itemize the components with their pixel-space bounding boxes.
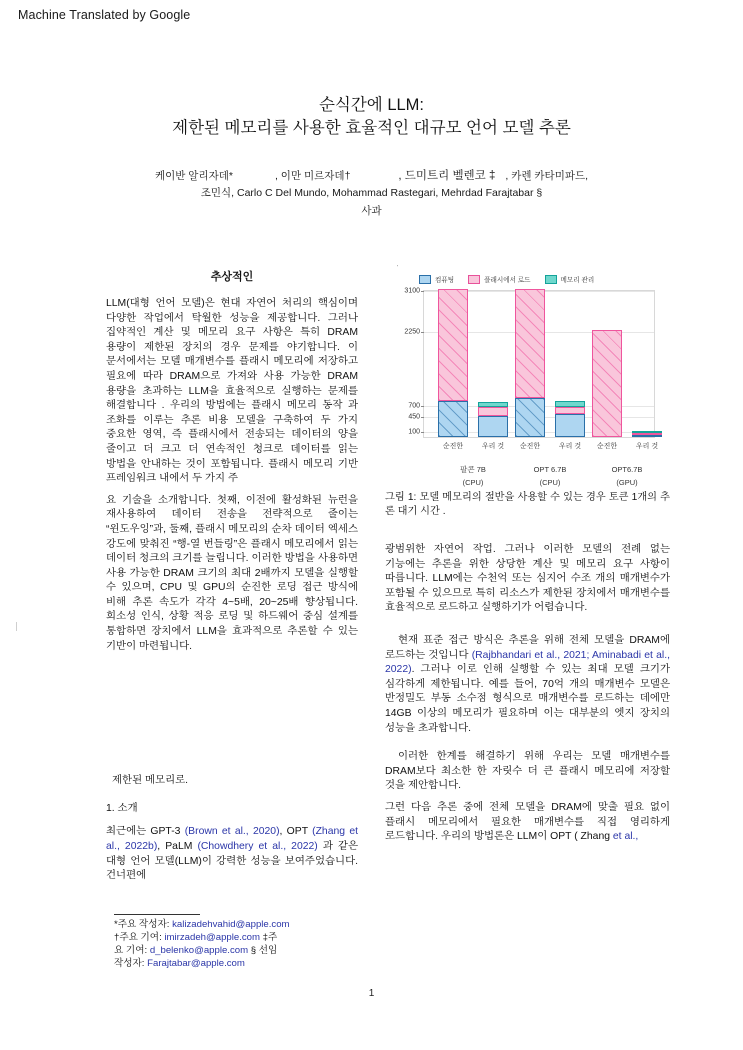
ytick-label-2250: 2250 xyxy=(404,328,420,336)
group-label-line-2: (CPU) xyxy=(539,478,561,487)
footnote-text xyxy=(114,918,358,970)
ytick-label-450: 450 xyxy=(408,413,420,421)
xtick-label-1: 우리 것 xyxy=(481,443,505,450)
legend-item-compute[interactable] xyxy=(419,274,454,284)
group-label-line-2: (CPU) xyxy=(462,478,484,487)
footnote-tail-2: ‡주 xyxy=(260,932,278,943)
email-farajtabar[interactable]: Farajtabar@apple.com xyxy=(147,958,245,969)
legend-swatch-compute-icon xyxy=(419,275,431,284)
right-para2-text-a: 현재 표준 접근 방식은 추론을 위해 전체 모델을 DRAM에 로드하는 것입니다 xyxy=(385,634,670,661)
bar-segment-compute xyxy=(515,398,545,437)
margin-tick xyxy=(16,622,17,631)
ytick-label-100: 100 xyxy=(408,428,420,436)
figure-1 xyxy=(385,262,673,520)
intro-paragraph-1 xyxy=(106,825,358,883)
section-1-heading: 1. 소개 xyxy=(106,802,138,814)
xtick-label-4: 순진한 xyxy=(596,443,618,450)
xtick-label-3: 우리 것 xyxy=(558,443,582,450)
figure-caption: 그림 1: 모델 메모리의 절반을 사용할 수 있는 경우 토큰 1개의 추론 대기 시간 . xyxy=(385,492,670,518)
bar-segment-compute xyxy=(555,414,585,437)
intro-text-b: , OPT xyxy=(279,826,313,838)
right-paragraph-3: 이러한 한계를 해결하기 위해 우리는 모델 매개변수를 DRAM보다 최소한 한 자릿수 더 큰 플래시 메모리에 저장할 것을 제안합니다. xyxy=(385,751,670,792)
email-imirzadeh[interactable]: imirzadeh@apple.com xyxy=(164,932,260,943)
bar-segment-flash xyxy=(555,407,585,414)
chart-legend xyxy=(419,274,669,284)
bar-opt67b-gpu-ours[interactable] xyxy=(632,432,662,438)
author-karen: , 카렌 카타미파드, xyxy=(505,170,589,182)
bar-segment-compute xyxy=(438,401,468,437)
bar-falcon7b-cpu-ours[interactable] xyxy=(478,402,508,437)
author-iman: , 이만 미르자데† xyxy=(274,170,351,182)
author-kaivan: 케이반 알리자데* xyxy=(154,170,233,182)
page-number: 1 xyxy=(368,988,375,999)
legend-item-memory-management[interactable] xyxy=(545,274,595,284)
bar-segment-flash xyxy=(592,330,622,437)
bar-falcon7b-cpu-naive[interactable] xyxy=(438,289,468,437)
footnote-block xyxy=(106,914,358,970)
legend-label-compute: 컴퓨팅 xyxy=(435,277,455,284)
page-title xyxy=(0,94,743,140)
author-row-1 xyxy=(0,168,743,184)
title-line-2: 제한된 메모리를 사용한 효율적인 대규모 언어 모델 추론 xyxy=(172,119,571,137)
legend-swatch-flash-icon xyxy=(468,275,480,284)
legend-label-memory-management: 메모리 관리 xyxy=(560,277,595,284)
bar-opt67b-gpu-naive[interactable] xyxy=(592,330,622,437)
chart-bars xyxy=(424,291,654,437)
chart-plot-area xyxy=(404,287,659,487)
citation-rajbhandari-aminabadi[interactable]: (Rajbhandari et al., 2021; Aminabadi et al., 2022) xyxy=(385,649,670,676)
intro-text-d: 과 같은 대형 언어 모델(LLM)이 강력한 성능을 보여주었습니다. 건너편에 xyxy=(106,841,358,882)
citation-zhang-etal[interactable]: et al., xyxy=(612,831,639,843)
right-para4-text-a: 그런 다음 추론 중에 전체 모델을 DRAM에 맞출 필요 없이 플래시 메모리에서 필요한 매개변수를 직접 영리하게 로드합니다. 우리의 방법론은 LLM이 OPT ( Zhang xyxy=(385,801,670,843)
left-column xyxy=(106,268,358,884)
footnote-label-1: *주요 작성자: xyxy=(114,919,173,930)
group-label-line-1: OPT 6.7B xyxy=(533,465,567,474)
footnote-label-4: 작성자: xyxy=(114,958,148,969)
footnote-tail-3: § 선임 xyxy=(248,945,278,956)
footnote-rule xyxy=(114,914,200,915)
legend-swatch-memory-icon xyxy=(545,275,557,284)
group-label-opt67b-cpu xyxy=(534,463,567,489)
right-paragraph-1: 광범위한 자연어 작업. 그러나 이러한 모델의 전례 없는 기능에는 추론을 위한 상당한 계산 및 메모리 요구 사항이 따릅니다. LLM에는 수천억 또는 심지어 수조 개의 매개변수가 포함될 수 있으므로 특히 리소스가 제한된 장치에서 매개변수를 효율적으로 로드하고 실행하기가 어렵습니다. xyxy=(385,544,670,614)
group-label-line-1: 팔콘 7B xyxy=(460,465,486,474)
ytick-label-3100: 3100 xyxy=(404,287,420,295)
legend-item-load-from-flash[interactable] xyxy=(468,274,530,284)
citation-brown-2020[interactable]: (Brown et al., 2020) xyxy=(184,826,280,838)
xtick-label-2: 순진한 xyxy=(519,443,541,450)
group-label-opt67b-gpu xyxy=(612,463,643,489)
author-list xyxy=(0,168,743,220)
right-paragraph-2 xyxy=(385,634,670,736)
bar-segment-flash xyxy=(478,407,508,416)
bar-opt67b-cpu-naive[interactable] xyxy=(515,289,545,437)
title-line-1: 순식간에 LLM: xyxy=(318,96,425,114)
xtick-label-0: 순진한 xyxy=(442,443,464,450)
abstract-lead-in: 제한된 메모리로. xyxy=(112,775,189,787)
bar-segment-flash xyxy=(515,289,545,398)
group-label-line-1: OPT6.7B xyxy=(611,465,643,474)
xtick-label-5: 우리 것 xyxy=(635,443,659,450)
bar-segment-flash xyxy=(438,289,468,401)
citation-zhang-2022b[interactable]: (Zhang et al., 2022b) xyxy=(106,826,358,853)
email-kalizadehvahid[interactable]: kalizadehvahid@apple.com xyxy=(172,919,290,930)
chart-corner-tick: ' xyxy=(397,265,398,271)
intro-text-a: 최근에는 GPT-3 xyxy=(106,826,185,838)
ytick-label-700: 700 xyxy=(408,402,420,410)
abstract-heading: 추상적인 xyxy=(210,271,254,283)
email-dbelenko[interactable]: d_belenko@apple.com xyxy=(149,945,249,956)
legend-label-load-from-flash: 플래시에서 로드 xyxy=(484,277,531,284)
author-row-2: 조민식, Carlo C Del Mundo, Mohammad Rastegari, Mehrdad Farajtabar § xyxy=(200,187,543,199)
intro-text-c: , PaLM xyxy=(157,841,198,853)
citation-chowdhery-2022[interactable]: (Chowdhery et al., 2022) xyxy=(197,841,318,853)
abstract-paragraph-1: LLM(대형 언어 모델)은 현대 자연어 처리의 핵심이며 다양한 작업에서 탁월한 성능을 제공합니다. 그러나 집약적인 계산 및 메모리 요구 사항은 특히 DRAM 용량이 제한된 장치의 경우 문제를 야기합니다. 이 문서에서는 모델 매개변수를 플래시 메모리에 저장하고 필요에 따라 DRAM으로 가져와 사용 가능한 DRAM 용량을 초과하는 LLM을 효율적으로 실행하는 문제를 해결합니다 . 우리의 방법에는 플래시 메모리 동작 과 조화를 이루는 추론 비용 모델을 구축하여 두 가지 중요한 영역, 즉 플래시에서 전송되는 데이터의 양을 줄이고 더 크고 더 연속적인 청크로 데이터를 읽는 방법을 안내하는 것이 포함됩니다. 플래시 메모리 기반 프레임워크 내에서 두 가지 주 xyxy=(106,298,358,485)
affiliation: 사과 xyxy=(361,205,382,217)
footnote-label-2: †주요 기여: xyxy=(114,932,165,943)
bar-segment-compute xyxy=(632,435,662,437)
group-label-line-2: (GPU) xyxy=(616,478,638,487)
right-column xyxy=(385,543,670,845)
chart-inference-latency xyxy=(385,262,673,487)
group-label-falcon7b-cpu xyxy=(460,463,486,489)
right-paragraph-4 xyxy=(385,801,670,845)
author-dmitry: , 드미트리 벨렌코 ‡ xyxy=(398,170,496,182)
footnote-label-3: 요 기여: xyxy=(114,945,150,956)
machine-translation-banner: Machine Translated by Google xyxy=(18,8,191,22)
bar-segment-compute xyxy=(478,416,508,437)
abstract-paragraph-2: 요 기술을 소개합니다. 첫째, 이전에 활성화된 뉴런을 재사용하여 데이터 전송을 전략적으로 줄이는 “윈도우잉”과, 둘째, 플래시 메모리의 순차 데이터 엑세스 강도에 맞춰진 “행-열 번들링”은 플래시 메모리에서 읽는 데이터 청크의 크기를 늘립니다. 이러한 방법을 사용하면 사용 가능한 DRAM 크기의 최대 2배까지 모델을 실행할 수 있으며, CPU 및 GPU의 순진한 로딩 접근 방식에 비해 추론 속도가 각각 4~5배, 20~25배 향상됩니다. 희소성 인식, 상황 적응 로딩 및 하드웨어 중심 설계를 통합하면 장치에서 LLM을 효과적으로 추론할 수 있는 기반이 마련됩니다. xyxy=(106,494,358,652)
right-para2-text-b: . 그러나 이로 인해 실행할 수 있는 최대 모델 크기가 심각하게 제한됩니다. 예를 들어, 70억 개의 매개변수 모델은 반정밀도 부동 소수점 형식으로 매개변수를 로드하는 데에만 14GB 이상의 메모리가 필요하며 이는 대부분의 엣지 장치의 성능을 초과합니다. xyxy=(385,664,670,734)
bar-opt67b-cpu-ours[interactable] xyxy=(555,401,585,437)
